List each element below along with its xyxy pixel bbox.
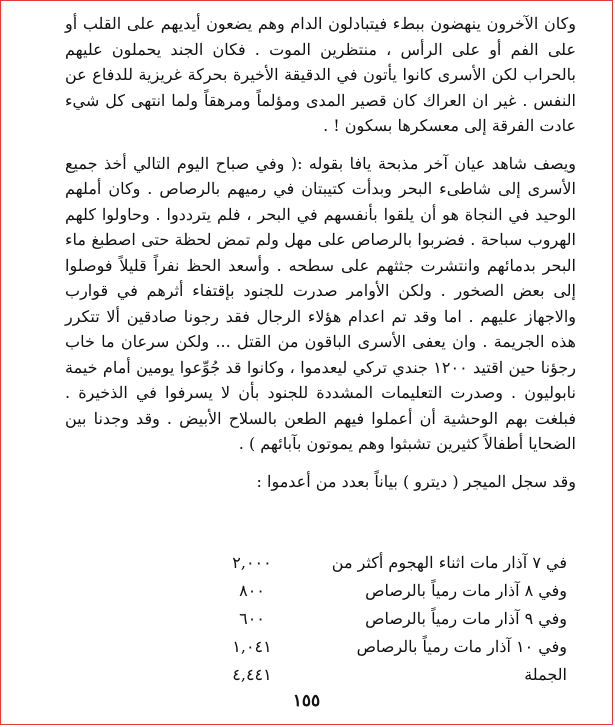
ledger-row-value: ٢,٠٠٠ <box>232 553 272 572</box>
execution-ledger <box>147 549 567 689</box>
ledger-row <box>147 633 567 661</box>
page-number: ١٥٥ <box>292 691 321 711</box>
ledger-total-value: ٤,٤٤١ <box>232 665 272 684</box>
ledger-row-value: ٨٠٠ <box>239 581 265 600</box>
ledger-row <box>147 577 567 605</box>
ledger-row-value: ٦٠٠ <box>239 609 265 628</box>
ledger-intro: وقد سجل الميجر ( ديترو ) بياناً بعدد من أعدموا : <box>256 471 576 491</box>
ledger-row-value: ١,٠٤١ <box>232 637 272 656</box>
ledger-row-label: وفي ٩ آذار مات رمياً بالرصاص <box>365 609 567 628</box>
ledger-row <box>147 605 567 633</box>
ledger-row <box>147 549 567 577</box>
ledger-row-label: وفي ٨ آذار مات رمياً بالرصاص <box>365 581 567 600</box>
ledger-total-label: الجملة <box>524 665 567 684</box>
ledger-row-label: في ٧ آذار مات اثناء الهجوم أكثر من <box>331 553 567 572</box>
paragraph-1: وكان الآخرون ينهضون ببطء فيتبادلون الدام وهم يضعون أيديهم على القلب أو على الفم أو على الرأس ، منتظرين الموت . فكان الجند يحملون عليهم بالحراب لكن الأسرى كانوا يأتون في الدقيقة الأخيرة بحركة غريزية للدفاع عن النفس . غير ان العراك كان قصير المدى ومؤلماً ومرهقاً ولما انتهى كل شيء عادت الفرقة إلى معسكرها بسكون ! . <box>65 14 576 135</box>
ledger-total-row <box>147 661 567 689</box>
ledger-row-label: وفي ١٠ آذار مات رمياً بالرصاص <box>356 637 567 656</box>
paragraph-2: ويصف شاهد عيان آخر مذبحة يافا بقوله :( وفي صباح اليوم التالي أخذ جميع الأسرى إلى شاطىء البحر وبدأت كتيبتان في رميهم بالرصاص . وكان أملهم الوحيد في النجاة هو أن يلقوا بأنفسهم في البحر ، فلم يترددوا . وحاولوا كلهم الهروب سباحة . فضربوا بالرصاص على مهل ولم تمض لحظة حتى اصطبغ ماء البحر بدمائهم وانتشرت جثثهم على سطحه . وأسعد الحظ نفراً قليلاً فوصلوا إلى بعض الصخور . ولكن الأوامر صدرت للجنود بإقتفاء أثرهم في قوارب والاجهاز عليهم . اما وقد تم اعدام هؤلاء الرجال فقد رجونا صادقين ألا تتكرر هذه الجريمة . وان يعفى الأسرى الباقون من القتل ... ولكن سرعان ما خاب رجؤنا حين اقتيد ١٢٠٠ جندي تركي ليعدموا ، وكانوا قد جُوِّعوا يومين أمام خيمة نابوليون . وصدرت التعليمات المشددة للجنود بأن لا يسرفوا في الذخيرة . فبلغت بهم الوحشية أن أعملوا فيهم الطعن بالسلاح الأبيض . وقد وجدنا بين الضحايا أطفالاً كثيرين تشبثوا وهم يموتون بآبائهم ) . <box>65 153 577 453</box>
page-body <box>65 11 576 494</box>
